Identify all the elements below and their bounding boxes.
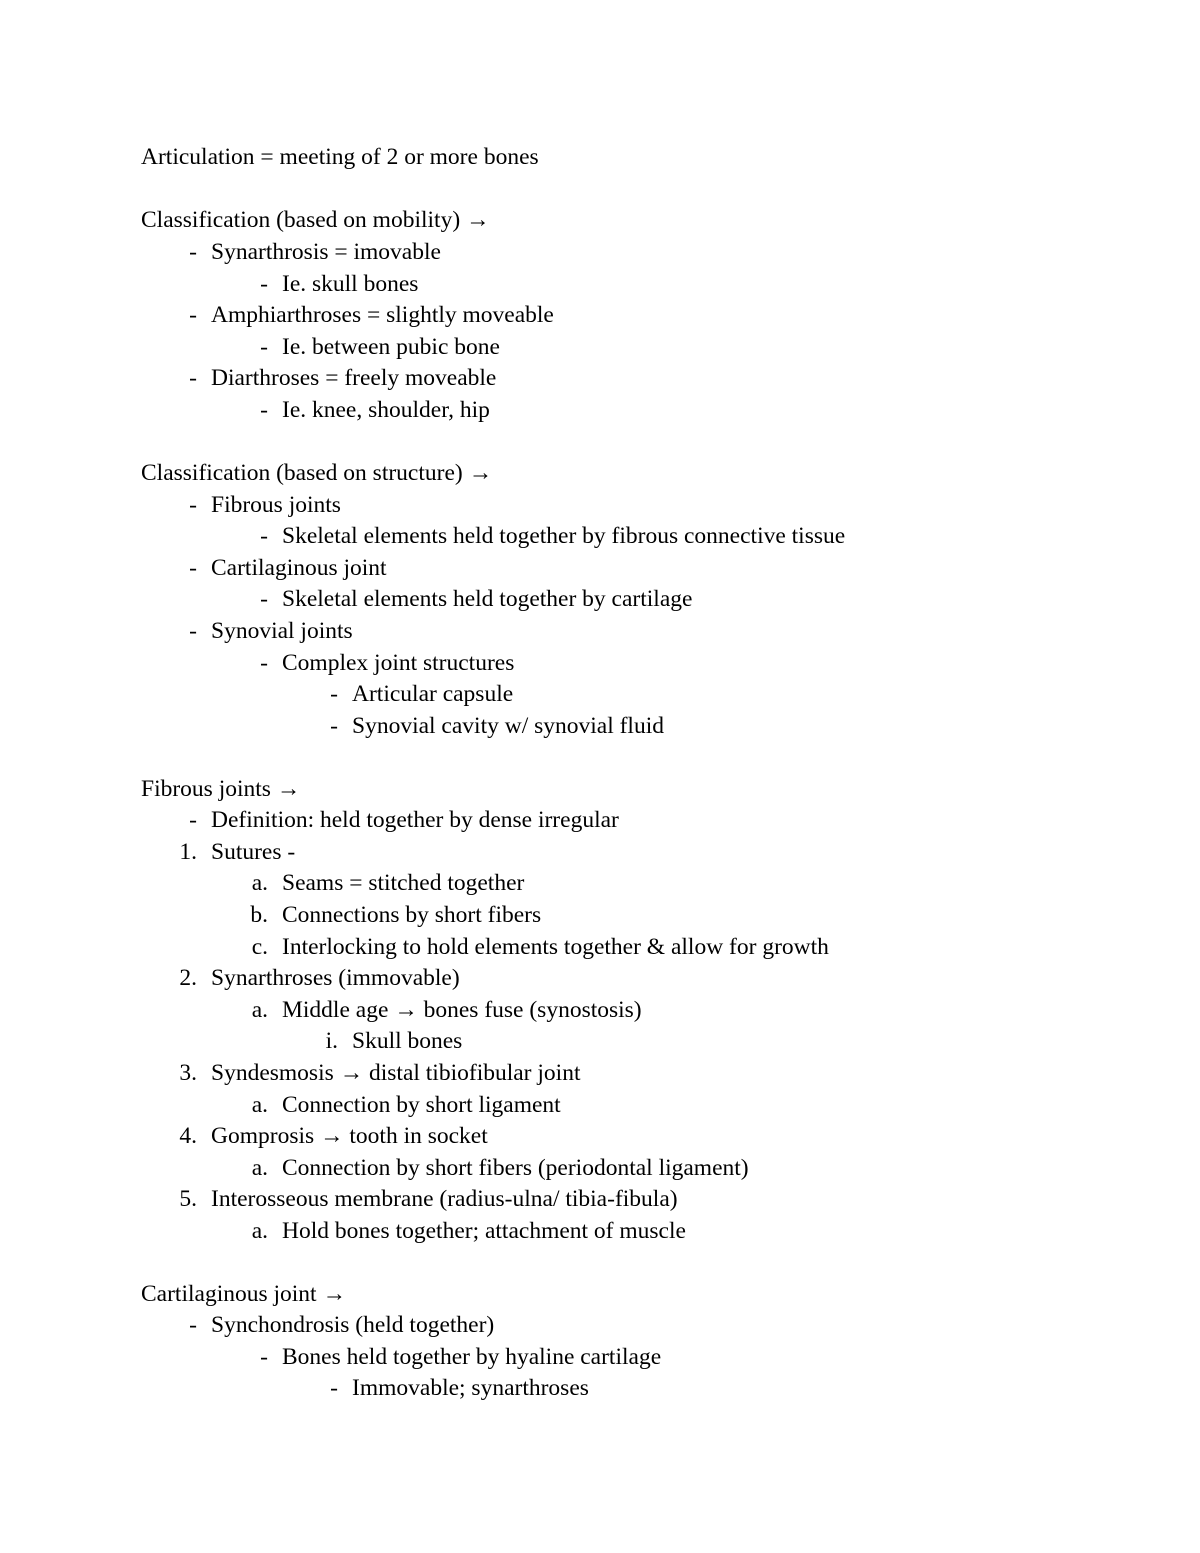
list-marker: - — [189, 618, 197, 644]
line-text: Definition: held together by dense irregular — [211, 807, 619, 833]
list-marker: b. — [250, 902, 268, 928]
line-text: Hold bones together; attachment of muscle — [282, 1218, 686, 1244]
line-text: Fibrous joints → — [141, 776, 301, 802]
list-marker: - — [189, 302, 197, 328]
list-marker: - — [330, 681, 338, 707]
line-text: Skull bones — [352, 1028, 463, 1054]
list-marker: - — [260, 334, 268, 360]
list-marker: a. — [251, 870, 268, 896]
list-marker: - — [330, 713, 338, 739]
line-text: Diarthroses = freely moveable — [211, 365, 497, 391]
line-text: Articular capsule — [352, 681, 514, 707]
list-marker: - — [260, 523, 268, 549]
line-text: Middle age → bones fuse (synostosis) — [282, 997, 642, 1023]
line-text: Immovable; synarthroses — [352, 1375, 589, 1401]
line-text: Classification (based on structure) → — [141, 460, 493, 486]
line-text: Syndesmosis → distal tibiofibular joint — [211, 1060, 581, 1086]
list-marker: - — [189, 239, 197, 265]
line-text: Interlocking to hold elements together & allow for growth — [282, 934, 829, 960]
list-marker: a. — [251, 997, 268, 1023]
list-marker: 4. — [179, 1123, 197, 1149]
line-text: Synovial cavity w/ synovial fluid — [352, 713, 664, 739]
line-text: Ie. skull bones — [282, 271, 419, 297]
line-text: Connection by short ligament — [282, 1092, 561, 1118]
list-marker: a. — [251, 1155, 268, 1181]
list-marker: c. — [251, 934, 268, 960]
list-marker: - — [260, 271, 268, 297]
list-marker: 2. — [179, 965, 197, 991]
list-marker: - — [260, 397, 268, 423]
line-text: Seams = stitched together — [282, 870, 525, 896]
list-marker: - — [189, 1312, 197, 1338]
line-text: Articulation = meeting of 2 or more bones — [141, 144, 539, 170]
list-marker: - — [189, 807, 197, 833]
line-text: Synchondrosis (held together) — [211, 1312, 495, 1338]
line-text: Connection by short fibers (periodontal ligament) — [282, 1155, 749, 1181]
list-marker: 1. — [179, 839, 197, 865]
list-marker: - — [189, 555, 197, 581]
list-marker: a. — [251, 1218, 268, 1244]
line-text: Sutures - — [211, 839, 296, 865]
list-marker: - — [260, 650, 268, 676]
line-text: Fibrous joints — [211, 492, 341, 518]
line-text: Bones held together by hyaline cartilage — [282, 1344, 662, 1370]
line-text: Ie. between pubic bone — [282, 334, 500, 360]
list-marker: i. — [325, 1028, 338, 1054]
list-marker: - — [189, 365, 197, 391]
line-text: Classification (based on mobility) → — [141, 207, 490, 233]
line-text: Ie. knee, shoulder, hip — [282, 397, 490, 423]
line-text: Synarthroses (immovable) — [211, 965, 460, 991]
list-marker: 3. — [179, 1060, 197, 1086]
line-text: Gomprosis → tooth in socket — [211, 1123, 488, 1149]
line-text: Interosseous membrane (radius-ulna/ tibia-fibula) — [211, 1186, 678, 1212]
list-marker: - — [330, 1375, 338, 1401]
line-text: Complex joint structures — [282, 650, 515, 676]
line-text: Connections by short fibers — [282, 902, 542, 928]
line-text: Skeletal elements held together by cartilage — [282, 586, 693, 612]
line-text: Amphiarthroses = slightly moveable — [211, 302, 554, 328]
line-text: Synovial joints — [211, 618, 353, 644]
list-marker: - — [260, 1344, 268, 1370]
line-text: Cartilaginous joint → — [141, 1281, 346, 1307]
list-marker: - — [260, 586, 268, 612]
line-text: Cartilaginous joint — [211, 555, 387, 581]
list-marker: 5. — [179, 1186, 197, 1212]
list-marker: - — [189, 492, 197, 518]
list-marker: a. — [251, 1092, 268, 1118]
line-text: Synarthrosis = imovable — [211, 239, 441, 265]
line-text: Skeletal elements held together by fibrous connective tissue — [282, 523, 846, 549]
